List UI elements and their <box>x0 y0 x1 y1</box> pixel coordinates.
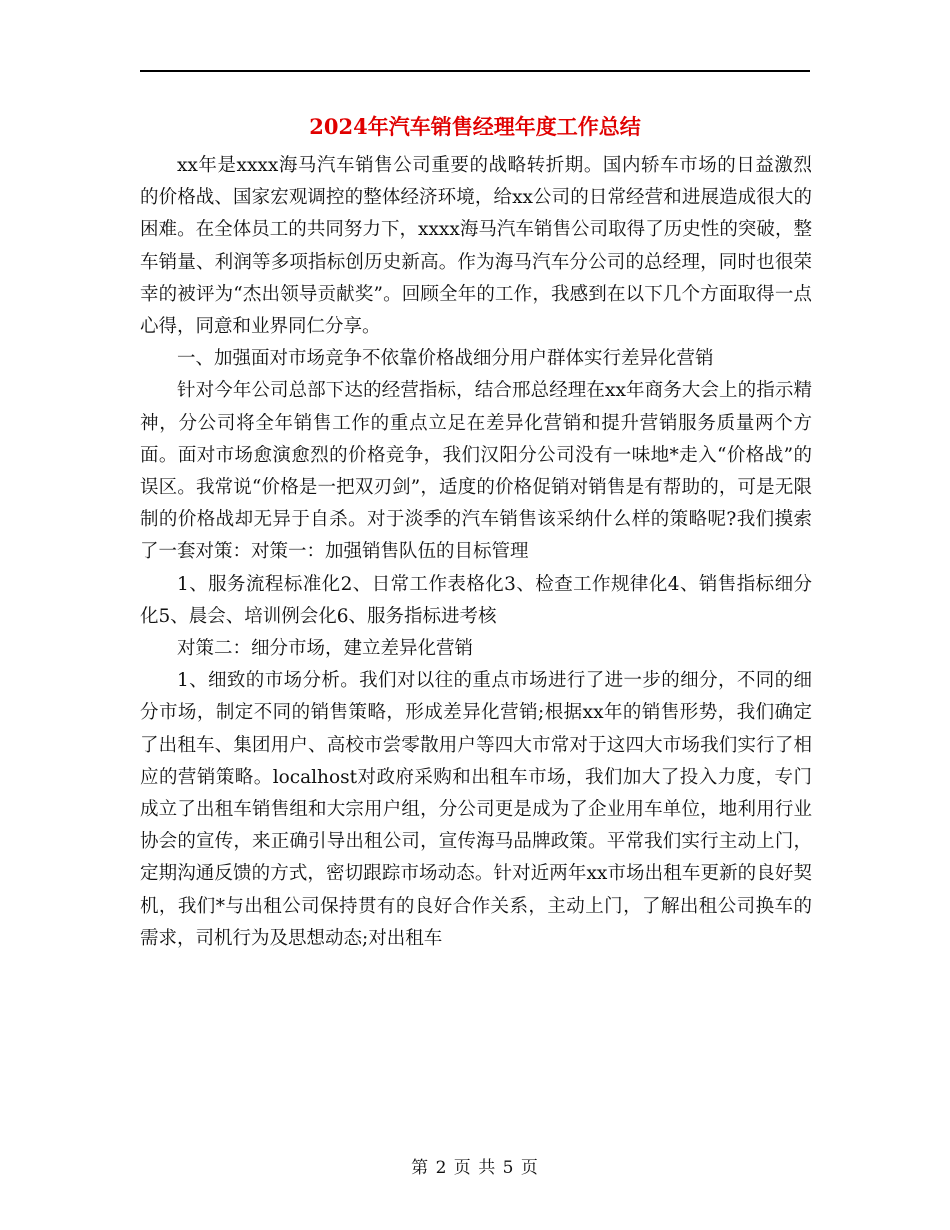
paragraph-market-analysis: 1、细致的市场分析。我们对以往的重点市场进行了进一步的细分，不同的细分市场，制定不同的销售策略，形成差异化营销;根据xx年的销售形势，我们确定了出租车、集团用户、高校市尝零散用户等四大市常对于这四大市场我们实行了相应的营销策略。localhost对政府采购和出租车市场，我们加大了投入力度，专门成立了出租车销售组和大宗用户组，分公司更是成为了企业用车单位，地利用行业协会的宣传，来正确引导出租公司，宣传海马品牌政策。平常我们实行主动上门，定期沟通反馈的方式，密切跟踪市场动态。针对近两年xx市场出租车更新的良好契机，我们*与出租公司保持贯有的良好合作关系，主动上门，了解出租公司换车的需求，司机行为及思想动态;对出租车 <box>140 670 812 949</box>
paragraph-intro: xx年是xxxx海马汽车销售公司重要的战略转折期。国内轿车市场的日益激烈的价格战、国家宏观调控的整体经济环境，给xx公司的日常经营和进展造成很大的困难。在全体员工的共同努力下，xxxx海马汽车销售公司取得了历史性的突破，整车销量、利润等多项指标创历史新高。作为海马汽车分公司的总经理，同时也很荣幸的被评为“杰出领导贡献奖”。回顾全年的工作，我感到在以下几个方面取得一点心得，同意和业界同仁分享。 <box>140 155 812 338</box>
document-title: 2024年汽车销售经理年度工作总结 <box>309 114 641 139</box>
header-rule <box>140 70 810 72</box>
page-number-footer: 第 2 页 共 5 页 <box>411 1158 539 1178</box>
section-heading-1: 一、加强面对市场竞争不依靠价格战细分用户群体实行差异化营销 <box>177 348 714 370</box>
paragraph-strategy: 针对今年公司总部下达的经营指标，结合邢总经理在xx年商务大会上的指示精神，分公司将全年销售工作的重点立足在差异化营销和提升营销服务质量两个方面。面对市场愈演愈烈的价格竞争，我们汉阳分公司没有一味地*走入“价格战”的误区。我常说“价格是一把双刃剑”，适度的价格促销对销售是有帮助的，可是无限制的价格战却无异于自杀。对于淡季的汽车销售该采纳什么样的策略呢?我们摸索了一套对策：对策一：加强销售队伍的目标管理 <box>140 380 812 563</box>
document-body <box>140 150 812 955</box>
paragraph-strategy-two-heading: 对策二：细分市场，建立差异化营销 <box>177 638 474 660</box>
paragraph-measures-list: 1、服务流程标准化2、日常工作表格化3、检查工作规律化4、销售指标细分化5、晨会、培训例会化6、服务指标进考核 <box>140 573 812 627</box>
